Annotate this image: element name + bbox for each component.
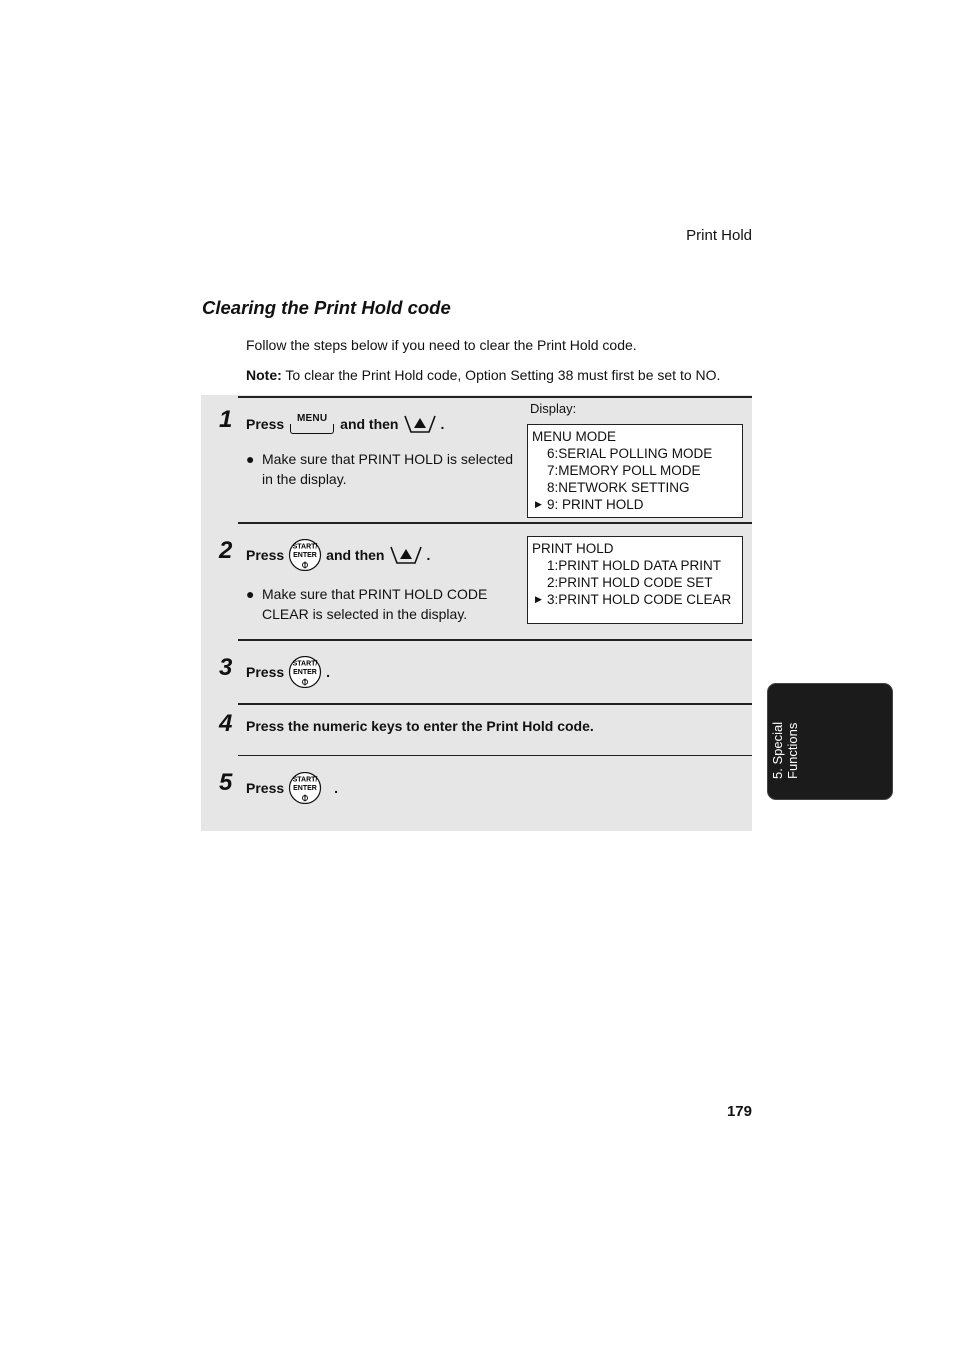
step-number: 3: [219, 654, 233, 681]
and-then-label: and then: [326, 547, 385, 563]
bullet-text: Make sure that PRINT HOLD is selected in the display.: [262, 451, 514, 487]
step-end-period: .: [326, 664, 331, 680]
start-enter-key-icon: [287, 539, 323, 571]
chapter-tab-label: [770, 703, 806, 779]
display-line-selected: ▶ 9: PRINT HOLD: [535, 497, 644, 512]
step-number: 4: [219, 710, 233, 737]
up-arrow-key-icon: [389, 545, 423, 565]
start-key-line1: START/: [292, 660, 318, 668]
running-header: Print Hold: [686, 227, 752, 244]
step-number: 2: [219, 537, 233, 564]
and-then-label: and then: [340, 416, 399, 432]
step-end-period: .: [334, 780, 339, 796]
intro-text: Follow the steps below if you need to clear the Print Hold code.: [246, 337, 637, 353]
step-4-instruction: Press the numeric keys to enter the Print Hold code.: [246, 718, 594, 734]
note-label: Note:: [246, 367, 282, 383]
chapter-tab-line2: Functions: [785, 722, 800, 779]
display-line: 1:PRINT HOLD DATA PRINT: [547, 558, 722, 573]
step-end-period: .: [426, 547, 431, 563]
start-key-line1: START/: [292, 776, 318, 784]
display-line: 2:PRINT HOLD CODE SET: [547, 575, 713, 590]
note-body: To clear the Print Hold code, Option Setting 38 must first be set to NO.: [281, 367, 721, 383]
display-label: Display:: [530, 401, 577, 416]
display-line: 6:SERIAL POLLING MODE: [547, 446, 713, 461]
note-text: [246, 367, 720, 383]
display-line: 8:NETWORK SETTING: [547, 480, 690, 495]
start-key-line2: ENTER: [293, 785, 318, 792]
press-label: Press: [246, 664, 285, 680]
display-line-selected: ▶ 3:PRINT HOLD CODE CLEAR: [535, 592, 732, 607]
step-divider: [238, 396, 752, 398]
display-title: MENU MODE: [532, 429, 616, 444]
menu-key-icon: [290, 414, 334, 434]
menu-key-label: MENU: [297, 413, 328, 424]
section-title: Clearing the Print Hold code: [202, 297, 451, 318]
start-key-line2: ENTER: [293, 669, 318, 676]
step-divider: [238, 639, 752, 641]
step-divider: [238, 703, 752, 705]
lcd-display-2: [527, 536, 743, 624]
step-1-bullet: ● Make sure that PRINT HOLD is selected in the display.: [246, 450, 526, 490]
start-key-line1: START/: [292, 543, 318, 551]
start-enter-key-icon: [287, 656, 323, 688]
selection-arrow-icon: ▶: [535, 499, 542, 509]
press-label: Press: [246, 780, 285, 796]
press-label: Press: [246, 416, 285, 432]
display-line: 7:MEMORY POLL MODE: [547, 463, 701, 478]
press-label: Press: [246, 547, 285, 563]
page-number: 179: [726, 1103, 752, 1120]
start-enter-key-icon: [287, 772, 323, 804]
step-divider: [238, 755, 752, 756]
start-key-line2: ENTER: [293, 552, 318, 559]
step-divider: [238, 522, 752, 524]
up-arrow-key-icon: [403, 414, 437, 434]
selection-arrow-icon: ▶: [535, 594, 542, 604]
step-2-instruction: [246, 538, 430, 572]
lcd-display-1: [527, 424, 743, 518]
step-1-instruction: [246, 410, 444, 438]
display-title: PRINT HOLD: [532, 541, 614, 556]
step-2-bullet: ● Make sure that PRINT HOLD CODE CLEAR is selected in the display.: [246, 585, 526, 625]
step-number: 5: [219, 769, 233, 796]
bullet-text: Make sure that PRINT HOLD CODE CLEAR is selected in the display.: [262, 586, 488, 622]
step-number: 1: [219, 406, 233, 433]
step-3-instruction: [246, 655, 330, 689]
step-end-period: .: [440, 416, 445, 432]
step-5-instruction: [246, 771, 338, 805]
chapter-tab-line1: 5. Special: [770, 721, 785, 779]
